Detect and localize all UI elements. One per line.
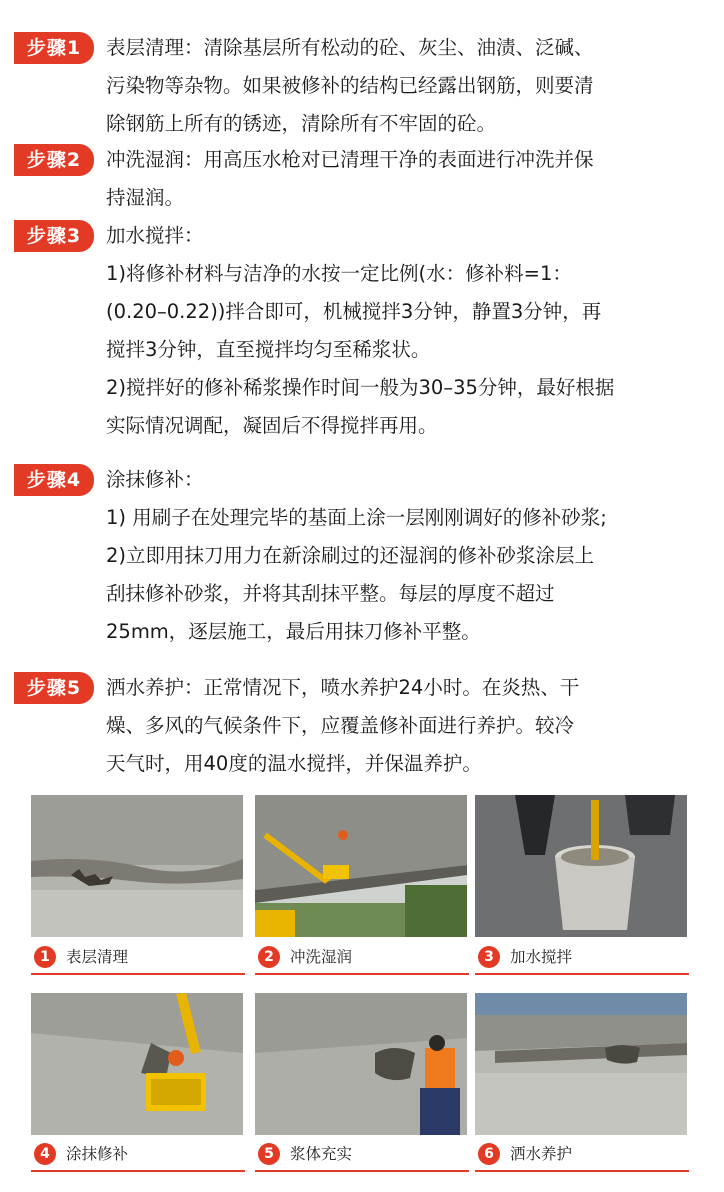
caption-text: 冲洗湿润 (290, 948, 353, 966)
number-badge: 5 (258, 1143, 280, 1165)
step-text: 洒水养护：正常情况下，喷水养护24小时。在炎热、干 燥、多风的气候条件下，应覆盖修补面进行养护。较冷 天气时，用40度的温水搅拌，并保温养护。 (106, 676, 580, 775)
step-text: 冲洗湿润：用高压水枪对已清理干净的表面进行冲洗并保 持湿润。 (106, 148, 594, 209)
caption-text: 表层清理 (66, 948, 129, 966)
step-badge: 步骤3 (14, 220, 94, 252)
photo-curing (475, 993, 687, 1135)
step-text: 涂抹修补： 1) 用刷子在处理完毕的基面上涂一层刚刚调好的修补砂浆; 2)立即用抹刀用力在新涂刷过的还湿润的修补砂浆涂层上 刮抹修补砂浆，并将其刮抹平整。每层的厚度不超过 25mm，逐层施工，最后用抹刀修补平整。 (106, 468, 607, 643)
step-text: 加水搅拌： 1)将修补材料与洁净的水按一定比例(水：修补料=1： (0.20–0.22))拌合即可，机械搅拌3分钟，静置3分钟，再 搅拌3分钟，直至搅拌均匀至稀浆状。 2)搅拌好的修补稀浆操作时间一般为30–35分钟，最好根据 实际情况调配，凝固后不得搅拌再用。 (106, 224, 615, 437)
photo-rinsing (255, 795, 467, 937)
caption-4 (31, 1140, 245, 1172)
photo-surface-cleaning (31, 795, 243, 937)
caption-3 (475, 943, 689, 975)
caption-5 (255, 1140, 469, 1172)
caption-text: 涂抹修补 (66, 1145, 129, 1163)
number-badge: 4 (34, 1143, 56, 1165)
photo-mixing (475, 795, 687, 937)
caption-2 (255, 943, 469, 975)
number-badge: 3 (478, 946, 500, 968)
photo-filling (255, 993, 467, 1135)
caption-1 (31, 943, 245, 975)
step-badge: 步骤5 (14, 672, 94, 704)
step-badge: 步骤2 (14, 144, 94, 176)
number-badge: 2 (258, 946, 280, 968)
number-badge: 1 (34, 946, 56, 968)
caption-text: 加水搅拌 (510, 948, 573, 966)
number-badge: 6 (478, 1143, 500, 1165)
caption-text: 浆体充实 (290, 1145, 353, 1163)
photo-applying (31, 993, 243, 1135)
step-badge: 步骤4 (14, 464, 94, 496)
caption-text: 洒水养护 (510, 1145, 573, 1163)
caption-6 (475, 1140, 689, 1172)
step-badge: 步骤1 (14, 32, 94, 64)
step-text: 表层清理：清除基层所有松动的砼、灰尘、油渍、泛碱、 污染物等杂物。如果被修补的结构已经露出钢筋，则要清 除钢筋上所有的锈迹，清除所有不牢固的砼。 (106, 36, 594, 135)
